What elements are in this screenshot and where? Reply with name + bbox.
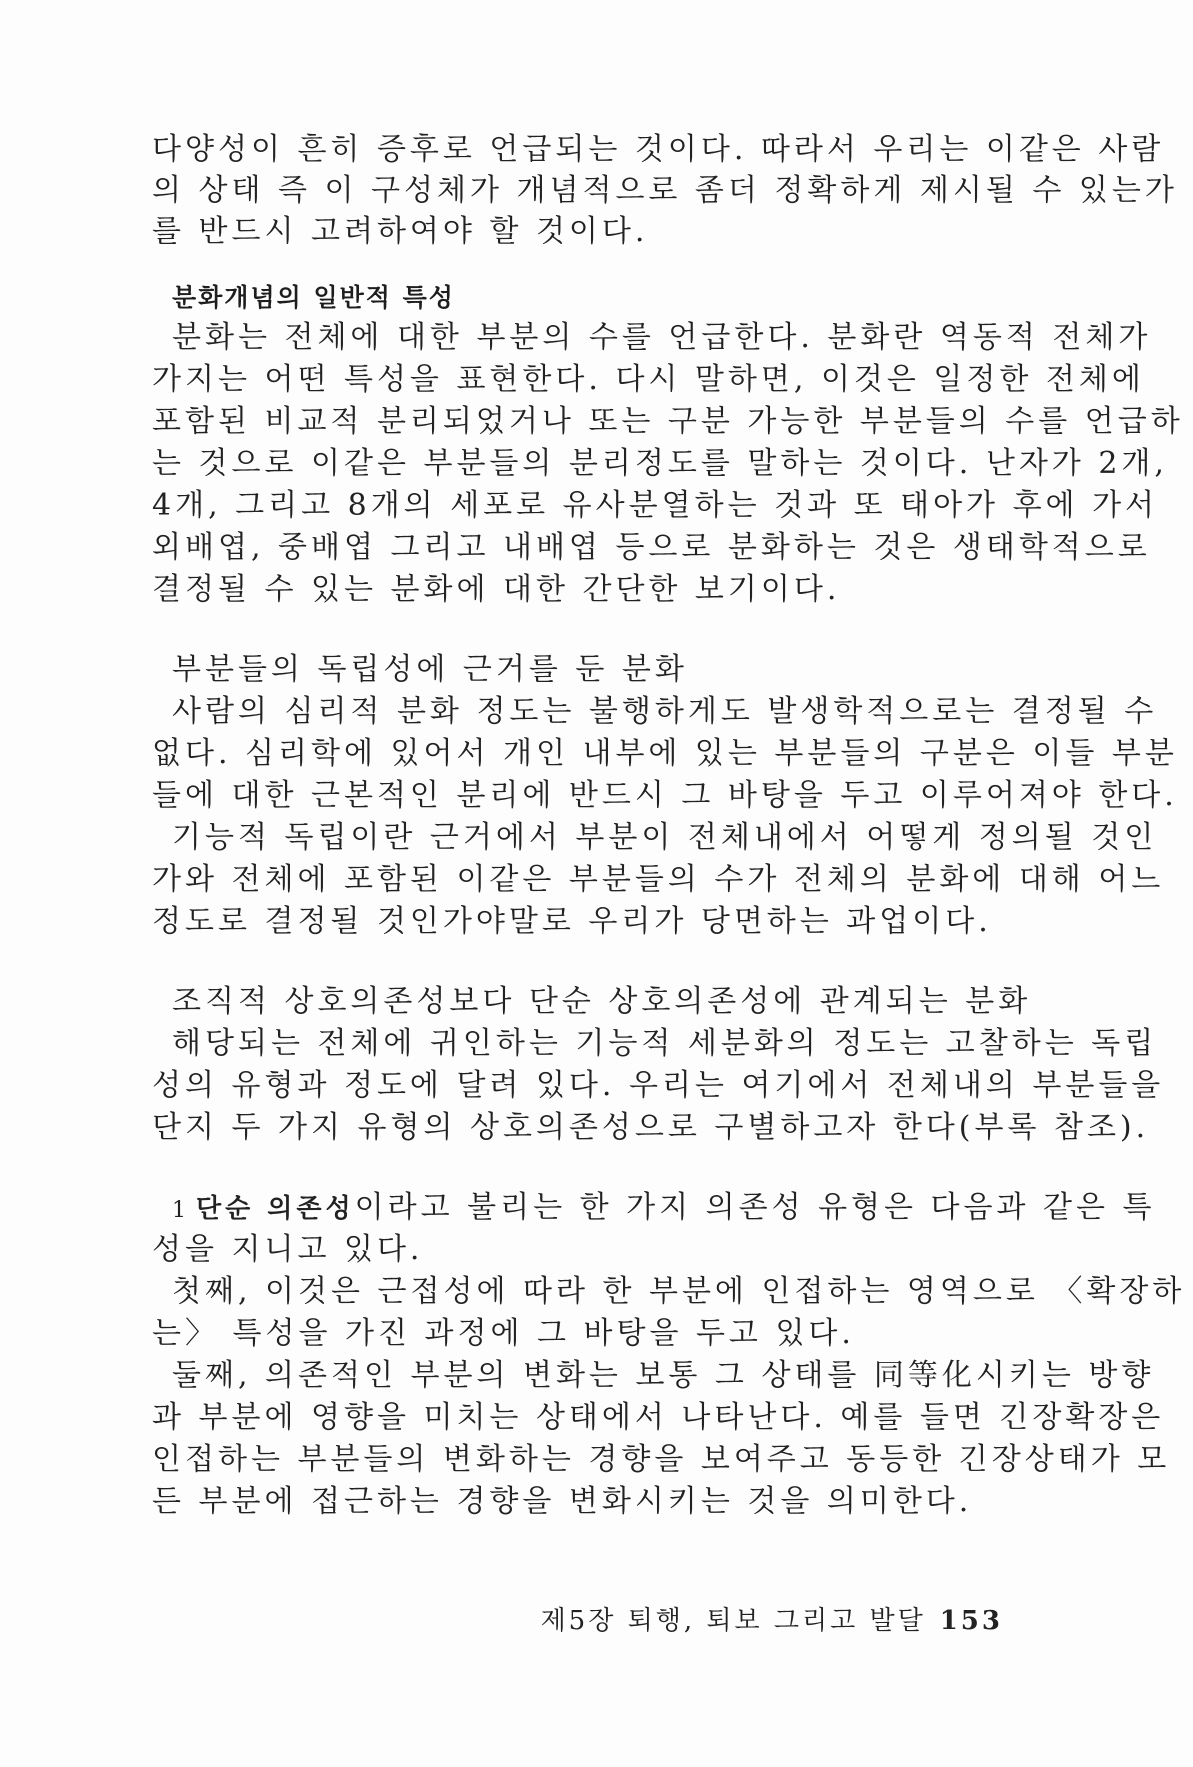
text-line: 해당되는 전체에 귀인하는 기능적 세분화의 정도는 고찰하는 독립 — [172, 1026, 1158, 1061]
numbered-item — [172, 1188, 1156, 1231]
text-line: 사람의 심리적 분화 정도는 불행하게도 발생학적으로는 결정될 수 — [172, 694, 1158, 729]
text-line: 다양성이 흔히 증후로 언급되는 것이다. 따라서 우리는 이같은 사람 — [152, 132, 1165, 167]
text-line: 외배엽, 중배엽 그리고 내배엽 등으로 분화하는 것은 생태학적으로 — [152, 530, 1151, 565]
text-line: 포함된 비교적 분리되었거나 또는 구분 가능한 부분들의 수를 언급하 — [152, 404, 1184, 439]
text-line: 첫째, 이것은 근접성에 따라 한 부분에 인접하는 영역으로 〈확장하 — [172, 1274, 1186, 1309]
text-line: 결정될 수 있는 분화에 대한 간단한 보기이다. — [152, 572, 841, 607]
text-line: 의 상태 즉 이 구성체가 개념적으로 좀더 정확하게 제시될 수 있는가 — [152, 173, 1178, 208]
text-line: 성의 유형과 정도에 달려 있다. 우리는 여기에서 전체내의 부분들을 — [152, 1068, 1165, 1103]
text-line: 가지는 어떤 특성을 표현한다. 다시 말하면, 이것은 일정한 전체에 — [152, 362, 1145, 397]
text-line: 는〉 특성을 가진 과정에 그 바탕을 두고 있다. — [152, 1316, 855, 1351]
page-footer — [541, 1600, 1003, 1637]
page-number: 153 — [939, 1606, 1003, 1636]
text-line: 정도로 결정될 것인가야말로 우리가 당면하는 과업이다. — [152, 904, 992, 939]
text-line: 과 부분에 영향을 미치는 상태에서 나타난다. 예를 들면 긴장확장은 — [152, 1400, 1165, 1435]
text-line: 4개, 그리고 8개의 세포로 유사분열하는 것과 또 태아가 후에 가서 — [152, 488, 1159, 523]
item-text: 이라고 불리는 한 가지 의존성 유형은 다음과 같은 특 — [354, 1190, 1156, 1225]
text-line: 기능적 독립이란 근거에서 부분이 전체내에서 어떻게 정의될 것인 — [172, 820, 1158, 855]
text-line: 는 것으로 이같은 부분들의 분리정도를 말하는 것이다. 난자가 2개, — [152, 446, 1168, 481]
item-number: 1 — [172, 1198, 190, 1223]
text-line: 든 부분에 접근하는 경향을 변화시키는 것을 의미한다. — [152, 1484, 973, 1519]
text-line: 없다. 심리학에 있어서 개인 내부에 있는 부분들의 구분은 이들 부분 — [152, 736, 1178, 771]
text-line: 성을 지니고 있다. — [152, 1232, 424, 1267]
chapter-title: 제5장 퇴행, 퇴보 그리고 발달 — [540, 1606, 926, 1636]
text-line: 가와 전체에 포함된 이같은 부분들의 수가 전체의 분화에 대해 어느 — [152, 862, 1165, 897]
text-line: 인접하는 부분들의 변화하는 경향을 보여주고 동등한 긴장상태가 모 — [152, 1442, 1171, 1477]
bold-term: 단순 의존성 — [196, 1194, 355, 1224]
section-heading: 부분들의 독립성에 근거를 둔 분화 — [172, 652, 688, 687]
text-line: 분화는 전체에 대한 부분의 수를 언급한다. 분화란 역동적 전체가 — [172, 320, 1152, 355]
section-heading: 분화개념의 일반적 특성 — [172, 283, 455, 312]
text-line: 단지 두 가지 유형의 상호의존성으로 구별하고자 한다(부록 참조). — [152, 1110, 1150, 1145]
text-line: 둘째, 의존적인 부분의 변화는 보통 그 상태를 同等化시키는 방향 — [172, 1358, 1155, 1393]
section-heading: 조직적 상호의존성보다 단순 상호의존성에 관계되는 분화 — [172, 984, 1032, 1019]
text-line: 들에 대한 근본적인 분리에 반드시 그 바탕을 두고 이루어져야 한다. — [152, 778, 1178, 813]
text-line: 를 반드시 고려하여야 할 것이다. — [152, 214, 649, 249]
